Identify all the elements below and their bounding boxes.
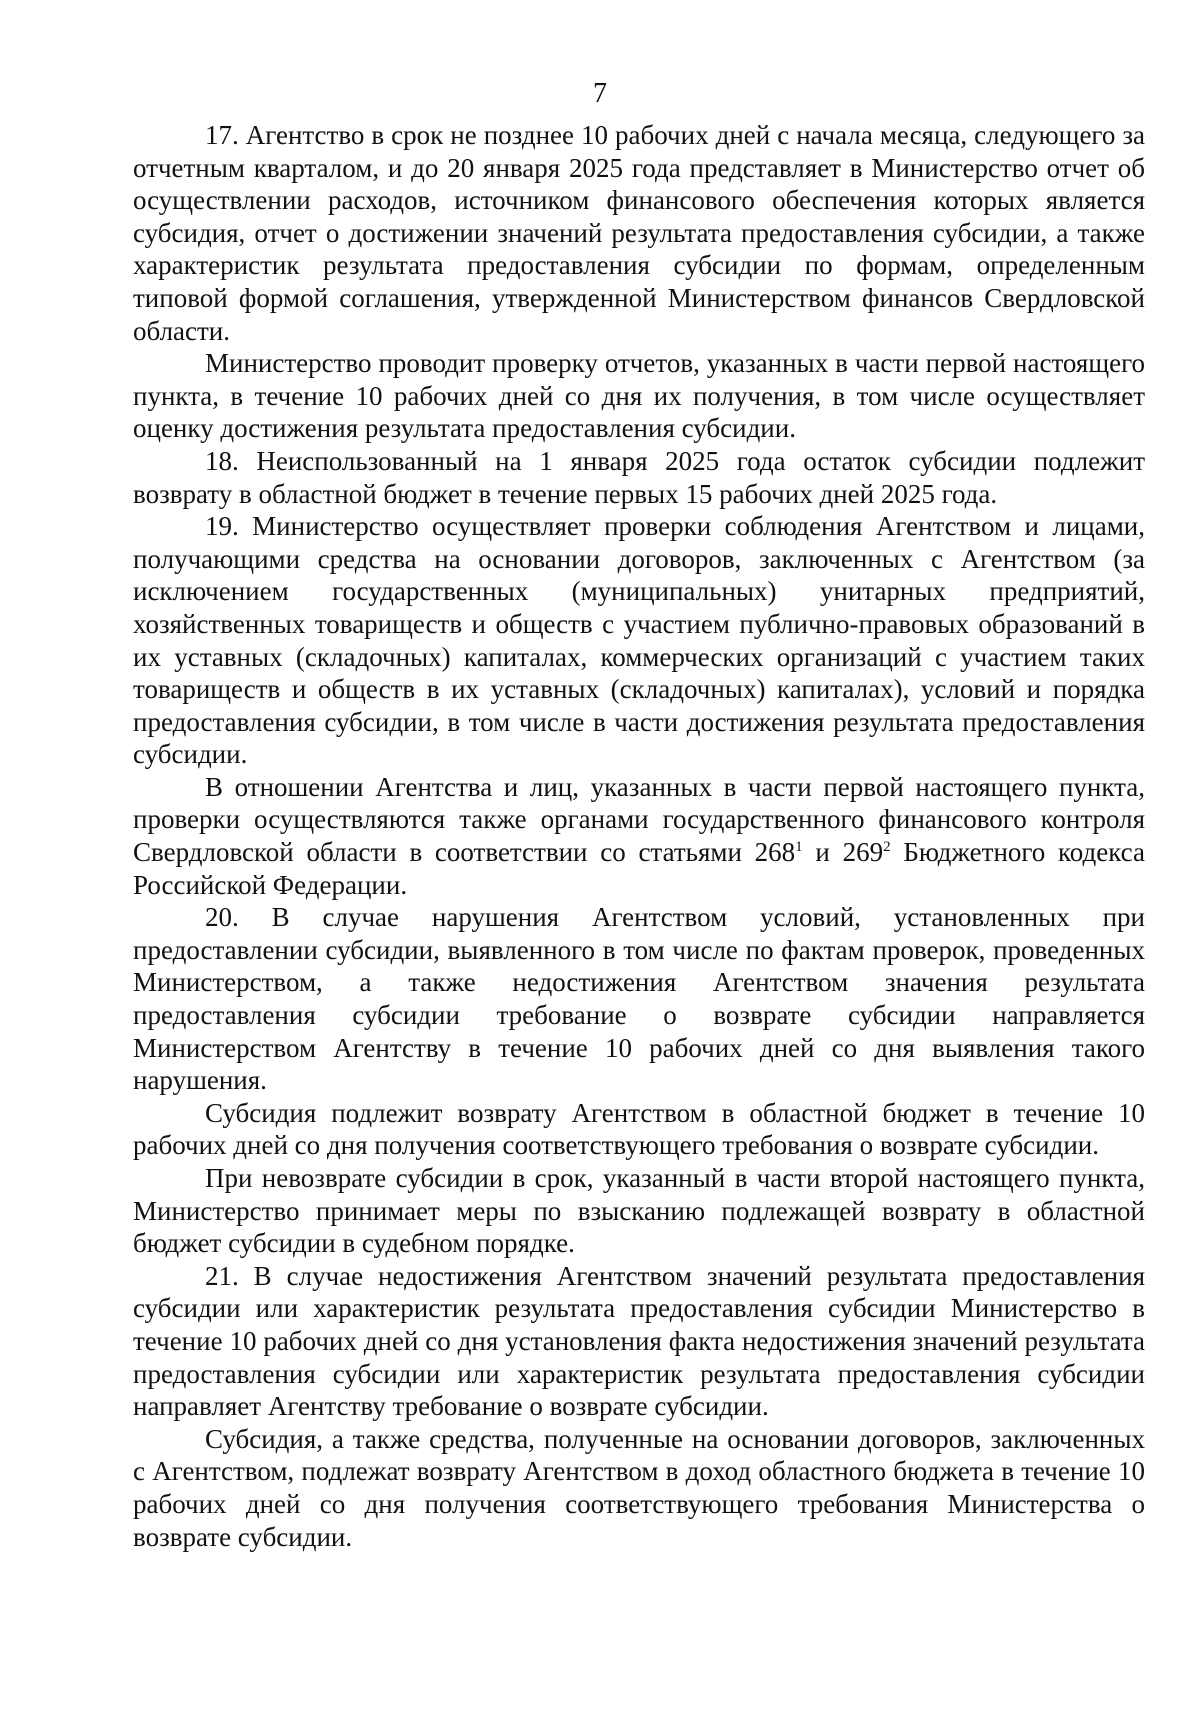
paragraph-21: 21. В случае недостижения Агентством значений результата предоставления субсидии или характеристик результата предоставления субсидии Министерство в течение 10 рабочих дней со дня установления факта недостижения значений результата предоставления субсидии или характеристик результата предоставления субсидии направляет Агентству требование о возврате субсидии. [133,1260,1145,1422]
paragraph-20-part-3: При невозврате субсидии в срок, указанный в части второй настоящего пункта, Министерство принимает меры по взысканию подлежащей возврату в областной бюджет субсидии в судебном порядке. [133,1163,1145,1259]
paragraph-20: 20. В случае нарушения Агентством условий, установленных при предоставлении субсидии, выявленного в том числе по фактам проверок, проведенных Министерством, а также недостижения Агентством значения результата предоставления субсидии требование о возврате субсидии направляется Министерством Агентству в течение 10 рабочих дней со дня выявления такого нарушения. [133,902,1145,1096]
paragraph-19-part-2-text-a: В отношении Агентства и лиц, указанных в части первой настоящего пункта, проверки осуществляются также органами государственного финансового контроля Свердловской области в соответствии со статьями 268 [133,771,1145,868]
page-number: 7 [593,78,607,109]
paragraph-21-part-2: Субсидия, а также средства, полученные на основании договоров, заключенных с Агентством, подлежат возврату Агентством в доход областного бюджета в течение 10 рабочих дней со дня получения соответствующего требования Министерства о возврате субсидии. [133,1423,1145,1552]
document-body [133,119,1145,1553]
article-269-superscript: 2 [883,839,891,856]
paragraph-19-part-2-text-b: и 269 [802,837,884,868]
paragraph-17-part-2: Министерство проводит проверку отчетов, указанных в части первой настоящего пункта, в течение 10 рабочих дней со дня их получения, в том числе осуществляет оценку достижения результата предоставления субсидии. [133,348,1145,444]
paragraph-17: 17. Агентство в срок не позднее 10 рабочих дней с начала месяца, следующего за отчетным кварталом, и до 20 января 2025 года представляет в Министерство отчет об осуществлении расходов, источником финансового обеспечения которых является субсидия, отчет о достижении значений результата предоставления субсидии, а также характеристик результата предоставления субсидии по формам, определенным типовой формой соглашения, утвержденной Министерством финансов Свердловской области. [133,120,1145,346]
paragraph-18: 18. Неиспользованный на 1 января 2025 года остаток субсидии подлежит возврату в областной бюджет в течение первых 15 рабочих дней 2025 года. [133,445,1145,509]
paragraph-19-part-2-text-c: Бюджетного кодекса Российской Федерации. [133,837,1145,900]
paragraph-20-part-2: Субсидия подлежит возврату Агентством в областной бюджет в течение 10 рабочих дней со дня получения соответствующего требования о возврате субсидии. [133,1097,1145,1161]
paragraph-19-part-2 [133,771,1145,901]
article-268-superscript: 1 [795,839,803,856]
paragraph-19: 19. Министерство осуществляет проверки соблюдения Агентством и лицами, получающими средства на основании договоров, заключенных с Агентством (за исключением государственных (муниципальных) унитарных предприятий, хозяйственных товариществ и обществ с участием публично-правовых образований в их уставных (складочных) капиталах, коммерческих организаций с участием таких товариществ и обществ в их уставных (складочных) капиталах), условий и порядка предоставления субсидии, в том числе в части достижения результата предоставления субсидии. [133,511,1145,770]
